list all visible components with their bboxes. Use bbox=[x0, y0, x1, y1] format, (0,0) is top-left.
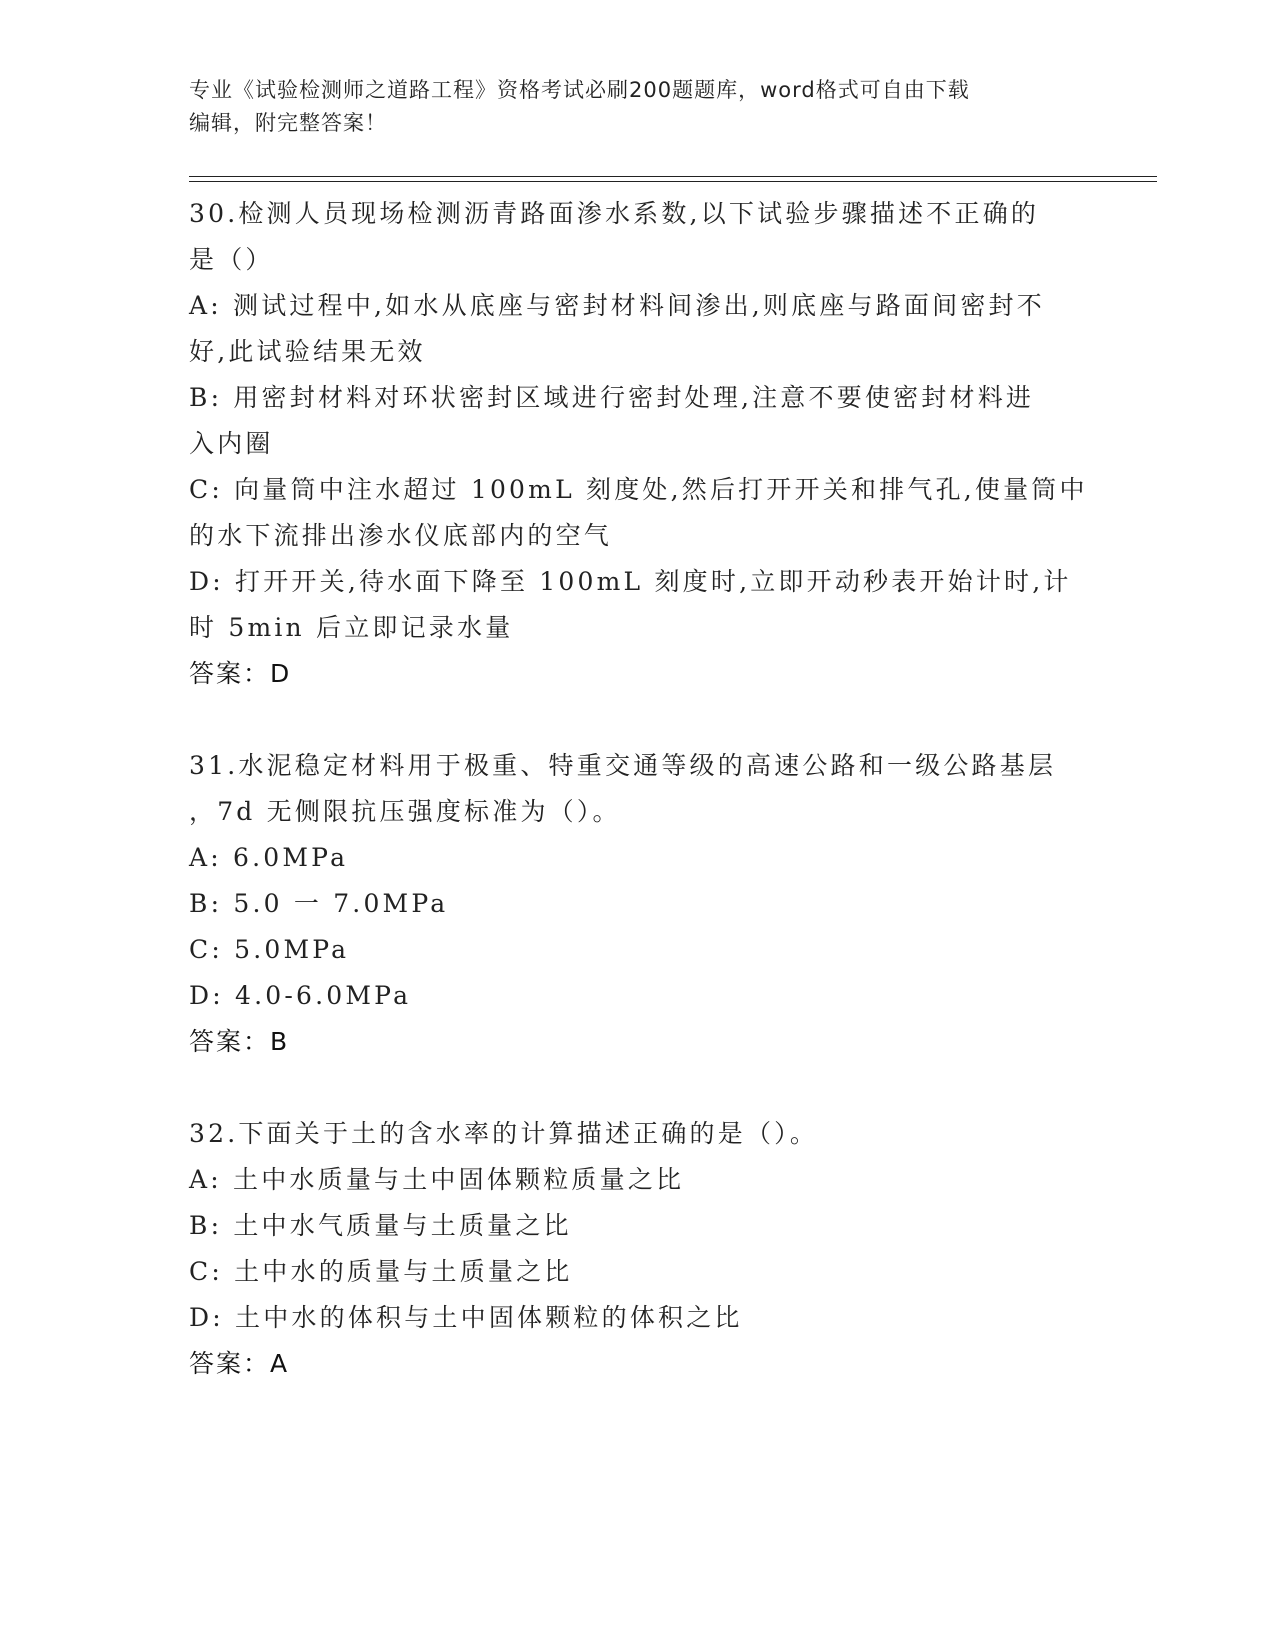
question-stem-line: 32.下面关于土的含水率的计算描述正确的是（）。 bbox=[189, 1119, 819, 1148]
answer-line: 答案：B bbox=[189, 1027, 290, 1056]
option-a-line: A: 6.0MPa bbox=[189, 843, 349, 872]
option-c-line: C: 土中水的质量与土质量之比 bbox=[189, 1257, 573, 1286]
question-stem-line: ，7d 无侧限抗压强度标准为（）。 bbox=[189, 797, 621, 826]
option-a-line: 好,此试验结果无效 bbox=[189, 337, 426, 366]
question-stem-line: 是（） bbox=[189, 245, 274, 274]
option-c-line: 的水下流排出渗水仪底部内的空气 bbox=[189, 521, 613, 550]
document-header bbox=[189, 74, 1089, 140]
question-stem-line: 31.水泥稳定材料用于极重、特重交通等级的高速公路和一级公路基层 bbox=[189, 751, 1057, 780]
option-c-line: C: 向量筒中注水超过 100mL 刻度处,然后打开开关和排气孔,使量筒中 bbox=[189, 475, 1088, 504]
option-b-line: 入内圈 bbox=[189, 429, 274, 458]
header-line-2: 编辑，附完整答案！ bbox=[189, 111, 387, 135]
option-d-line: 时 5min 后立即记录水量 bbox=[189, 613, 514, 642]
option-b-line: B: 5.0 一 7.0MPa bbox=[189, 889, 449, 918]
question-31 bbox=[189, 743, 1089, 1065]
answer-line: 答案：D bbox=[189, 659, 292, 688]
answer-line: 答案：A bbox=[189, 1349, 290, 1378]
question-30 bbox=[189, 191, 1089, 697]
option-b-line: B: 土中水气质量与土质量之比 bbox=[189, 1211, 572, 1240]
header-divider-bottom bbox=[189, 181, 1157, 182]
header-divider-top bbox=[189, 176, 1157, 177]
option-d-line: D: 4.0-6.0MPa bbox=[189, 981, 412, 1010]
header-line-1: 专业《试验检测师之道路工程》资格考试必刷200题题库，word格式可自由下载 bbox=[189, 78, 970, 102]
question-stem-line: 30.检测人员现场检测沥青路面渗水系数,以下试验步骤描述不正确的 bbox=[189, 199, 1040, 228]
question-list bbox=[189, 191, 1089, 1387]
option-b-line: B: 用密封材料对环状密封区域进行密封处理,注意不要使密封材料进 bbox=[189, 383, 1035, 412]
question-32 bbox=[189, 1111, 1089, 1387]
option-a-line: A: 测试过程中,如水从底座与密封材料间渗出,则底座与路面间密封不 bbox=[189, 291, 1045, 320]
option-a-line: A: 土中水质量与土中固体颗粒质量之比 bbox=[189, 1165, 685, 1194]
option-c-line: C: 5.0MPa bbox=[189, 935, 350, 964]
question-spacer bbox=[189, 1065, 1089, 1111]
option-d-line: D: 打开开关,待水面下降至 100mL 刻度时,立即开动秒表开始计时,计 bbox=[189, 567, 1072, 596]
option-d-line: D: 土中水的体积与土中固体颗粒的体积之比 bbox=[189, 1303, 743, 1332]
question-spacer bbox=[189, 697, 1089, 743]
